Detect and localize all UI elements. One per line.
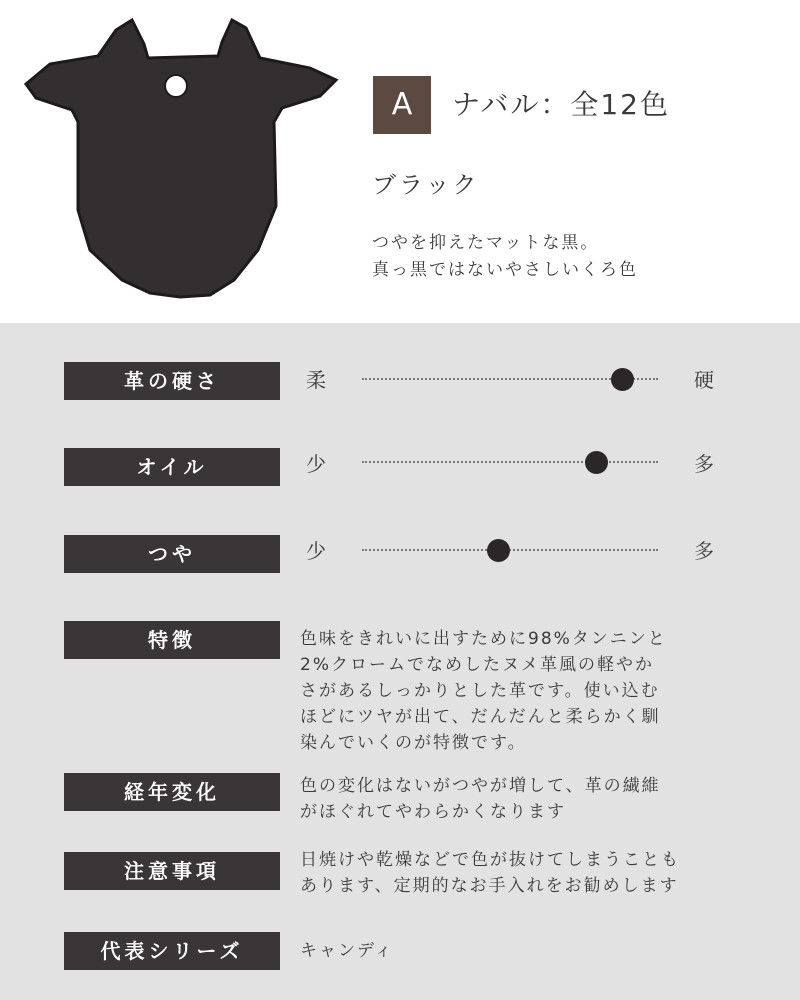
scale-max-hardness: 硬: [694, 368, 714, 392]
caution-line: 日焼けや乾燥などで色が抜けてしまうことも: [300, 850, 680, 870]
color-description-line: 真っ黒ではないやさしいくろ色: [372, 260, 638, 280]
swatch-hole: [165, 75, 187, 97]
aging-line: がほぐれてやわらかくなります: [300, 802, 566, 822]
label-features: 特徴: [64, 621, 280, 659]
color-description-line: つやを抑えたマットな黒。: [372, 233, 600, 253]
aging-text: [300, 773, 740, 825]
label-aging: 経年変化: [64, 773, 280, 811]
color-name: ブラック: [372, 171, 480, 199]
features-line: 2%クロームでなめしたヌメ革風の軽やか: [300, 655, 654, 675]
label-caution: 注意事項: [64, 852, 280, 890]
features-line: 色味をきれいに出すために98%タンニンと: [300, 629, 667, 649]
label-hardness: 革の硬さ: [64, 362, 280, 400]
features-line: ほどにツヤが出て、だんだんと柔らかく馴: [300, 707, 661, 727]
label-series: 代表シリーズ: [64, 932, 280, 970]
scale-track-oil: [362, 461, 658, 463]
label-oil: オイル: [64, 448, 280, 486]
series-text: [300, 938, 740, 964]
features-text: [300, 626, 740, 756]
series-line: キャンディ: [300, 941, 394, 961]
features-line: 染んでいくのが特徴です。: [300, 733, 527, 753]
scale-track-gloss: [362, 549, 658, 551]
product-line-name: ナバル：全12色: [452, 88, 670, 121]
leather-swatch-cow-head: [20, 12, 340, 307]
aging-line: 色の変化はないがつやが増して、革の繊維: [300, 776, 661, 796]
label-gloss: つや: [64, 535, 280, 573]
leather-swatch-shape: [26, 20, 336, 297]
color-header-section: [0, 0, 800, 323]
variant-badge: A: [373, 76, 431, 134]
scale-min-gloss: 少: [306, 539, 326, 563]
color-description: [372, 230, 638, 284]
features-line: さがあるしっかりとした革です。使い込む: [300, 681, 660, 701]
scale-min-oil: 少: [306, 452, 326, 476]
scale-max-gloss: 多: [694, 539, 714, 563]
caution-text: [300, 847, 740, 899]
scale-track-hardness: [362, 378, 658, 380]
scale-min-hardness: 柔: [306, 368, 326, 392]
scale-max-oil: 多: [694, 452, 714, 476]
scale-knob-gloss: [487, 539, 510, 562]
scale-knob-oil: [585, 451, 608, 474]
caution-line: あります、定期的なお手入れをお勧めします: [300, 876, 679, 896]
